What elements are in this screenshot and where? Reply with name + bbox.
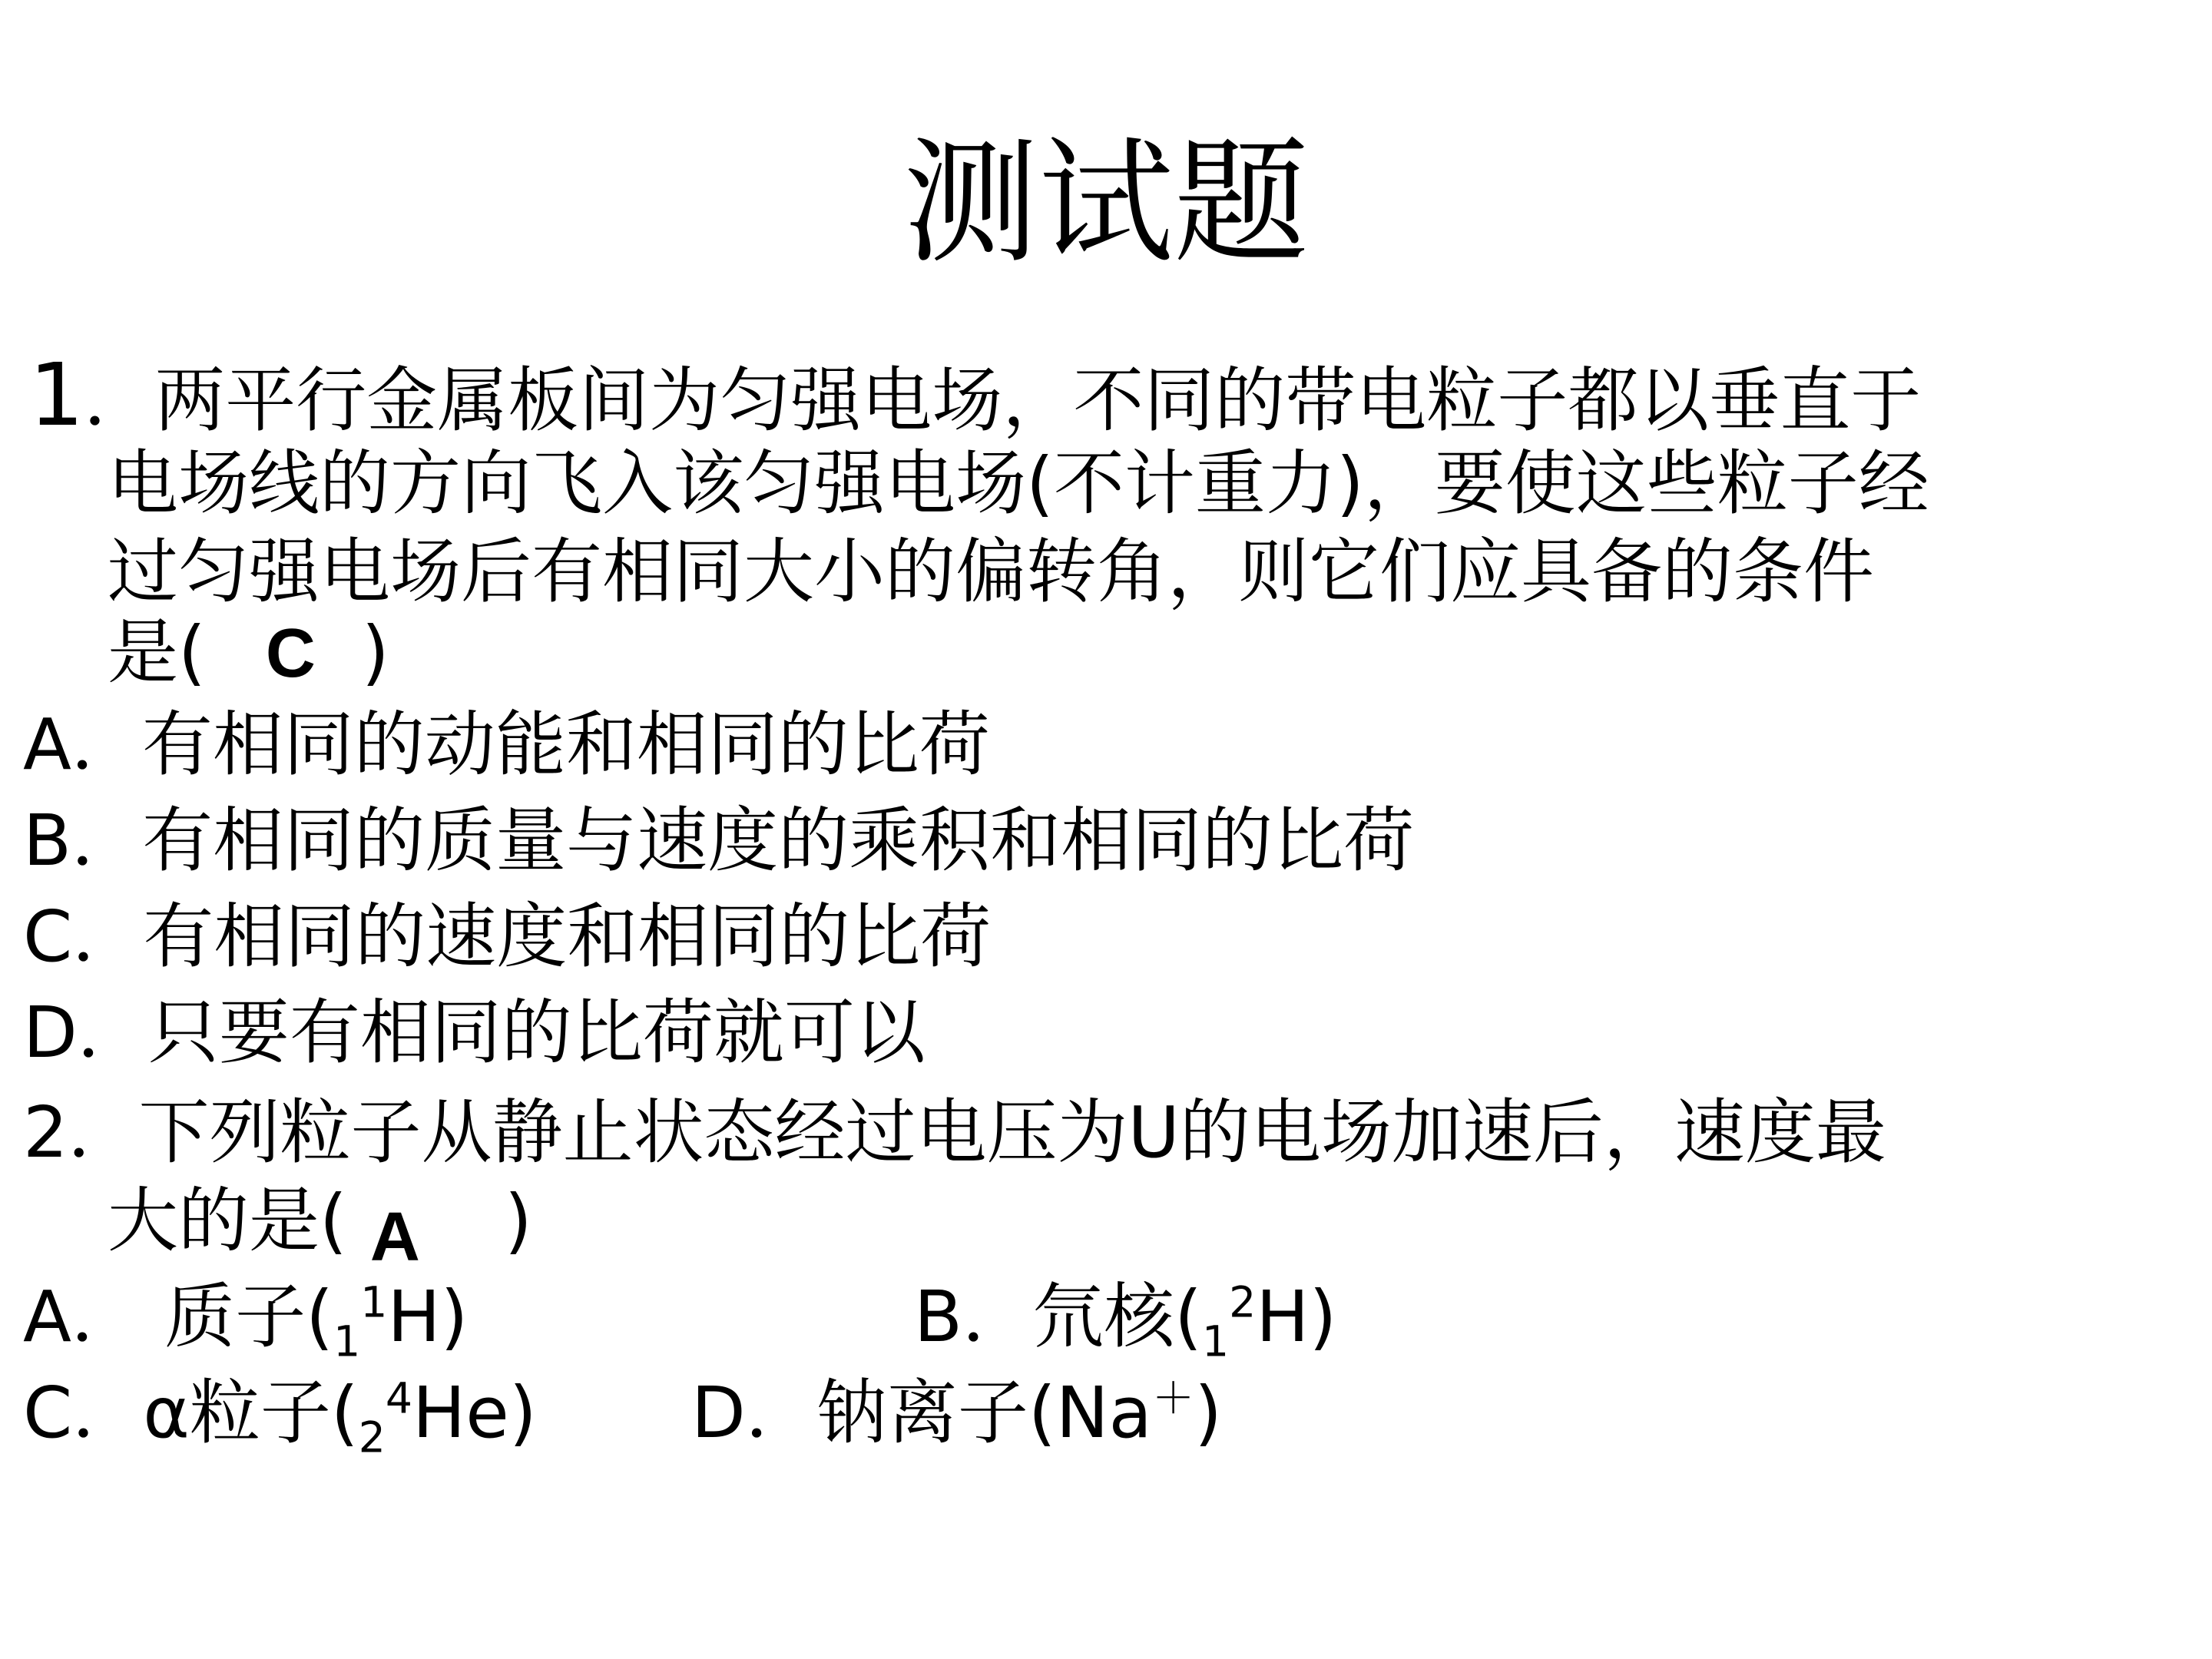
option-c-superscript: 4 — [385, 1374, 413, 1424]
question-1-close-paren: ) — [361, 611, 389, 694]
question-1-line-2: 电场线的方向飞入该匀强电场(不计重力)，要使这些粒子经 — [108, 442, 1929, 525]
question-1-option-c: C．有相同的速度和相同的比荷 — [23, 896, 992, 978]
question-2-option-b — [914, 1275, 1337, 1367]
option-a-superscript: 1 — [360, 1278, 388, 1328]
question-2-option-a — [23, 1275, 469, 1367]
question-1-line-4 — [108, 611, 389, 696]
question-2-answer: A — [369, 1199, 420, 1276]
option-b-subscript: 1 — [1202, 1317, 1230, 1367]
option-d-text: D．钠离子(Na — [691, 1372, 1152, 1454]
question-1-text-1: ．两平行金属板间为匀强电场，不同的带电粒子都以垂直于 — [84, 359, 1922, 442]
question-1-line-1 — [29, 346, 1922, 445]
question-1-option-d: D．只要有相同的比荷就可以 — [23, 992, 926, 1074]
option-c-prefix: C．α粒子( — [23, 1372, 359, 1454]
question-2-option-d — [691, 1371, 1222, 1455]
question-2-line-1: 2．下列粒子从静止状态经过电压为U的电场加速后，速度最 — [23, 1091, 1886, 1174]
question-1-option-a: A．有相同的动能和相同的比荷 — [23, 704, 990, 786]
question-2-close-paren: ) — [504, 1180, 532, 1262]
option-a-subscript: 1 — [333, 1317, 361, 1367]
question-2-line-2 — [108, 1179, 532, 1276]
option-d-suffix: ) — [1194, 1372, 1223, 1454]
question-2-option-c — [23, 1371, 537, 1463]
option-b-prefix: B．氘核( — [914, 1276, 1203, 1358]
question-1-option-b: B．有相同的质量与速度的乘积和相同的比荷 — [23, 800, 1415, 882]
question-1-line-3: 过匀强电场后有相同大小的偏转角，则它们应具备的条件 — [108, 531, 1875, 613]
question-1-text-4: 是( — [108, 611, 206, 694]
question-2-text-2: 大的是( — [108, 1180, 347, 1262]
option-b-suffix: H) — [1256, 1276, 1337, 1358]
option-c-suffix: He) — [412, 1372, 537, 1454]
question-1-number: 1 — [29, 346, 84, 445]
option-a-prefix: A． 质子( — [23, 1276, 334, 1358]
option-d-superscript: ＋ — [1151, 1374, 1195, 1424]
option-a-suffix: H) — [387, 1276, 469, 1358]
option-c-subscript: 2 — [358, 1413, 386, 1463]
question-1-answer: C — [265, 615, 316, 692]
slide-title: 测试题 — [902, 124, 1309, 282]
option-b-superscript: 2 — [1229, 1278, 1257, 1328]
